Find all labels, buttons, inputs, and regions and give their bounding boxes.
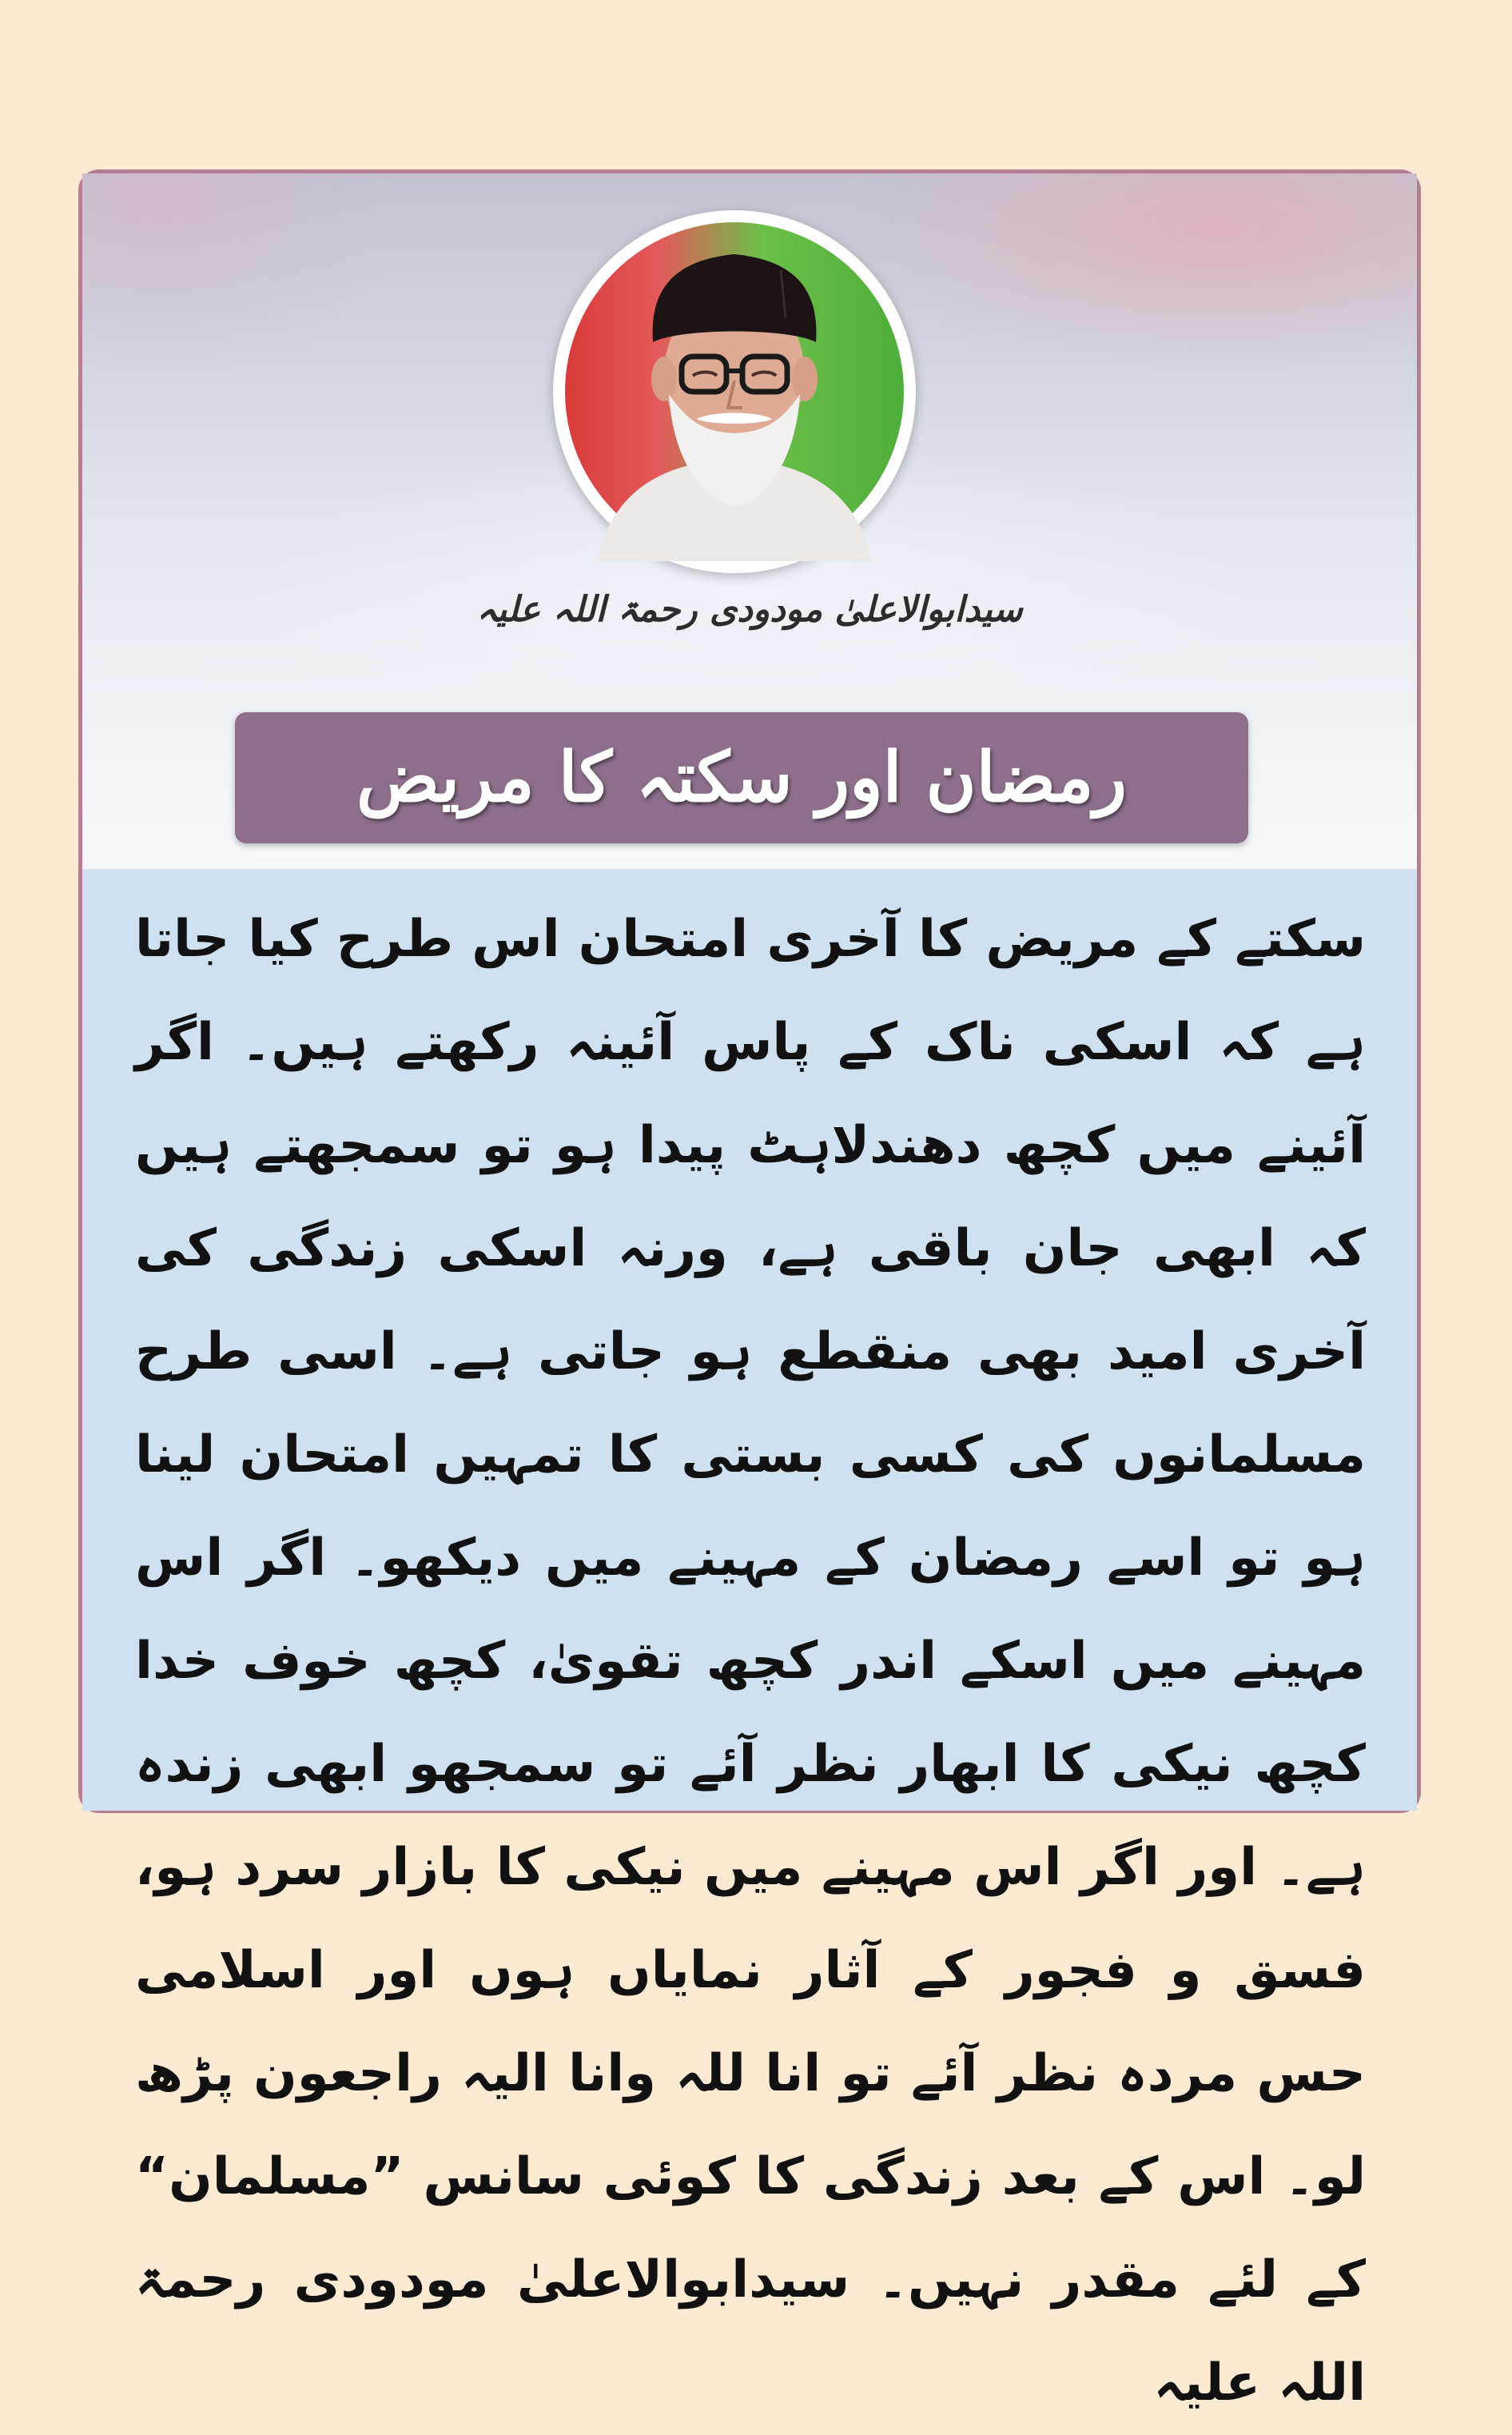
author-portrait xyxy=(565,222,904,561)
quote-panel xyxy=(82,869,1417,2413)
quote-card xyxy=(78,169,1421,2413)
portrait-illustration xyxy=(565,222,904,561)
header-area xyxy=(82,173,1417,869)
author-caption: سیدابوالاعلیٰ مودودی رحمۃ اللہ علیہ xyxy=(476,589,1023,630)
quote-body: سکتے کے مریض کا آخری امتحان اس طرح کیا جاتا ہے کہ اسکی ناک کے پاس آئینہ رکھتے ہیں۔ اگر آئینے میں کچھ دھندلاہٹ پیدا ہو تو سمجھتے ہیں کہ ابھی جان باقی ہے، ورنہ اسکی زندگی کی آخری امید بھی منقطع ہو جاتی ہے۔ اسی طرح مسلمانوں کی کسی بستی کا تمہیں امتحان لینا ہو تو اسے رمضان کے مہینے میں دیکھو۔ اگر اس مہینے میں اسکے اندر کچھ تقویٰ، کچھ خوف خدا کچھ نیکی کا ابھار نظر آئے تو سمجھو ابھی زندہ ہے۔ اور اگر اس مہینے میں نیکی کا بازار سرد ہو، فسق و فجور کے آثار نمایاں ہوں اور اسلامی حس مردہ نظر آئے تو انا للہ وانا الیہ راجعون پڑھ لو۔ اس کے بعد زندگی کا کوئی سانس ”مسلمان“ کے لئے مقدر نہیں۔ سیدابوالاعلیٰ مودودی رحمۃ اللہ علیہ xyxy=(135,910,1366,2413)
title-banner xyxy=(235,712,1248,843)
portrait-frame xyxy=(553,210,916,573)
page-title: رمضان اور سکتہ کا مریض xyxy=(356,737,1128,818)
